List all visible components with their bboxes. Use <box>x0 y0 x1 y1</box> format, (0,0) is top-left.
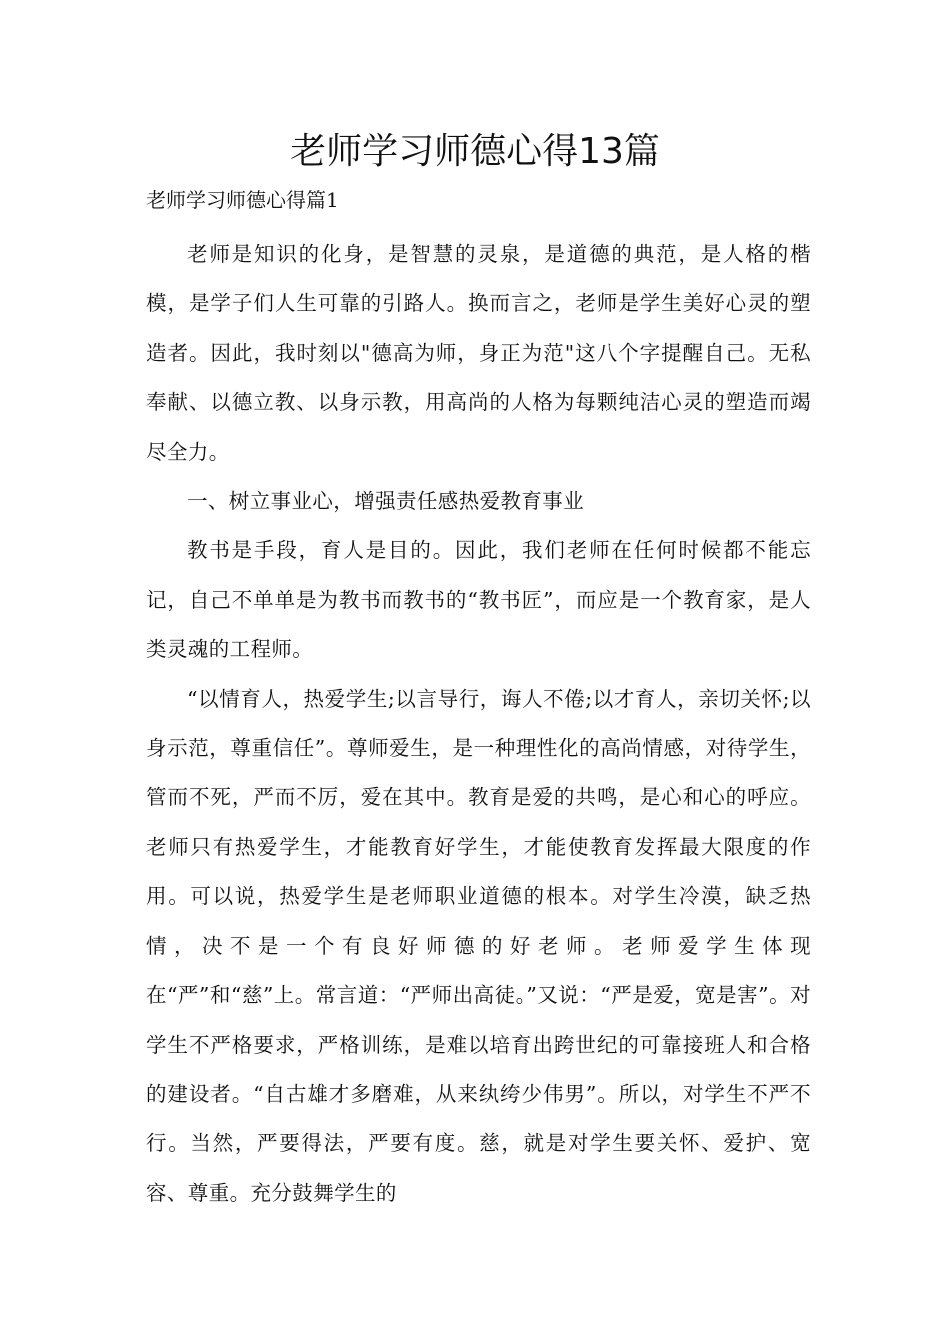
paragraph-1: 老师是知识的化身，是智慧的灵泉，是道德的典范，是人格的楷模，是学子们人生可靠的引路人。换而言之，老师是学生美好心灵的塑造者。因此，我时刻以"德高为师，身正为范"这八个字提醒自己。无私奉献、以德立教、以身示教，用高尚的人格为每颗纯洁心灵的塑造而竭尽全力。 <box>146 242 811 464</box>
paragraph-2-heading: 一、树立事业心，增强责任感热爱教育事业 <box>187 489 585 514</box>
paragraph-3: 教书是手段，育人是目的。因此，我们老师在任何时候都不能忘记，自己不单单是为教书而教书的“教书匠”，而应是一个教育家，是人类灵魂的工程师。 <box>146 538 811 662</box>
document-title: 老师学习师德心得13篇 <box>290 131 660 172</box>
paragraph-4: “以情育人，热爱学生;以言导行，诲人不倦;以才育人，亲切关怀;以身示范，尊重信任”。尊师爱生，是一种理性化的高尚情感，对待学生，管而不死，严而不厉，爱在其中。教育是爱的共鸣，是心和心的呼应。老师只有热爱学生，才能教育好学生，才能使教育发挥最大限度的作用。可以说，热爱学生是老师职业道德的根本。对学生冷漠，缺乏热情，决不是一个有良好师德的好老师。老师爱学生体现在“严”和“慈”上。常言道：“严师出高徒。”又说：“严是爱，宽是害”。对学生不严格要求，严格训练，是难以培育出跨世纪的可靠接班人和合格的建设者。“自古雄才多磨难，从来纨绔少伟男”。所以，对学生不严不行。当然，严要得法，严要有度。慈，就是对学生要关怀、爱护、宽容、尊重。充分鼓舞学生的 <box>146 686 811 1205</box>
section-heading: 老师学习师德心得篇1 <box>146 188 339 212</box>
document-body <box>146 230 811 1218</box>
